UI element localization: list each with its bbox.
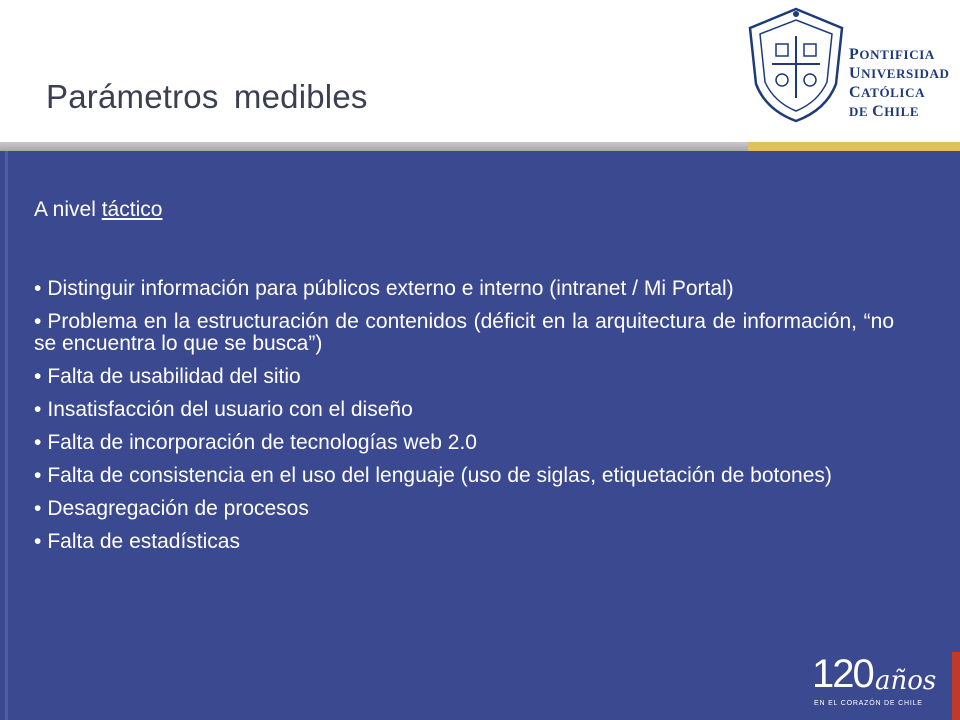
university-logo [746, 6, 950, 130]
red-accent-strip [952, 652, 960, 720]
list-item: • Falta de usabilidad del sitio [34, 365, 301, 388]
anniversary-number: 120 [812, 652, 873, 696]
anniversary-logo [812, 652, 942, 712]
university-name: PONTIFICIA UNIVERSIDAD CATÓLICA DE CHILE [849, 46, 950, 120]
left-accent-line [5, 151, 8, 720]
list-item: • Falta de incorporación de tecnologías web 2.0 [34, 431, 477, 454]
list-item: • Desagregación de procesos [34, 497, 309, 520]
list-item: • Insatisfacción del usuario con el diseño [34, 398, 413, 421]
anniversary-tagline: EN EL CORAZÓN DE CHILE [814, 700, 923, 707]
header-divider [0, 142, 748, 151]
anniversary-word: años [875, 666, 937, 696]
bullet-list [34, 278, 894, 564]
list-item: • Falta de estadísticas [34, 530, 240, 553]
header-divider-accent [748, 142, 960, 151]
list-item: • Problema en la estructuración de contenidos (déficit en la arquitectura de información, “no se encuentra lo que se busca”) [34, 310, 894, 355]
list-item: • Distinguir información para públicos externo e interno (intranet / Mi Portal) [34, 277, 734, 300]
slide-title: Parámetros medibles [46, 78, 368, 115]
subtitle-emphasis: táctico [101, 198, 163, 221]
university-seal-icon [746, 6, 846, 124]
list-item: • Falta de consistencia en el uso del lenguaje (uso de siglas, etiquetación de botones) [34, 464, 832, 487]
slide-subtitle: A nivel táctico [34, 198, 163, 221]
